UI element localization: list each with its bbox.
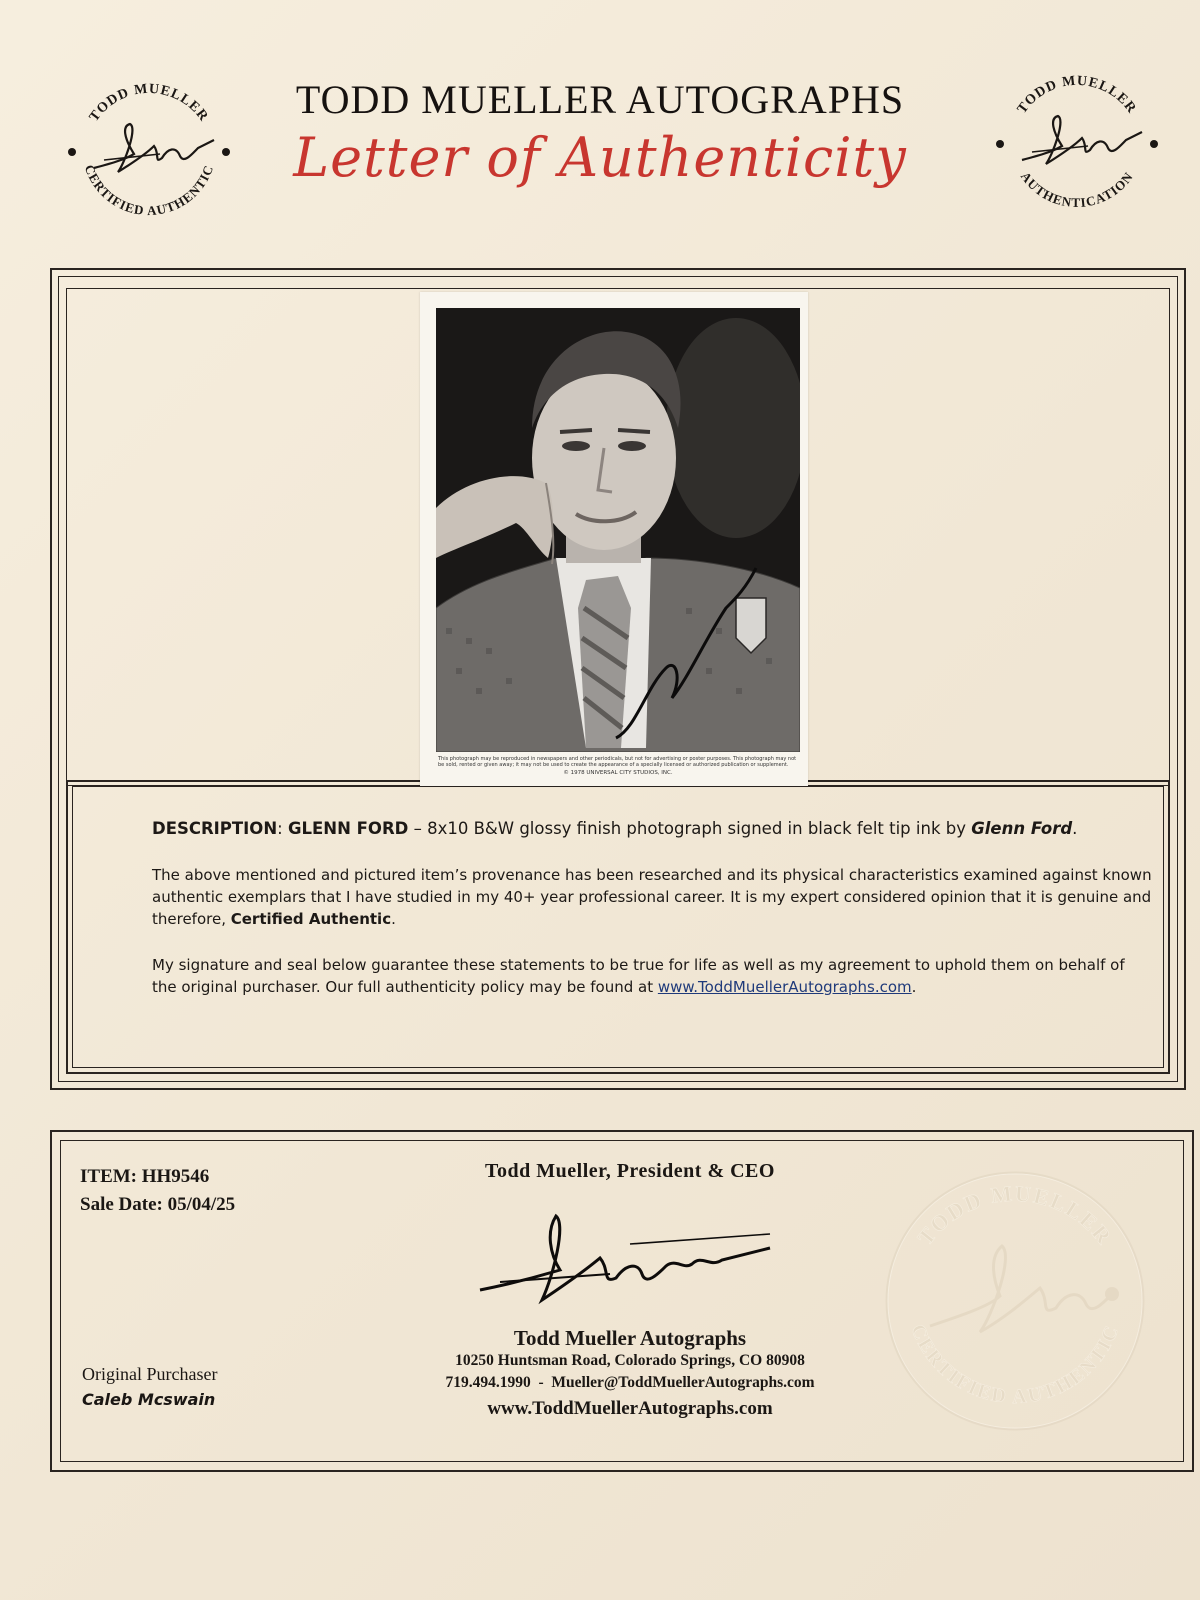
emboss-top-text: TODD MUELLER: [912, 1180, 1118, 1250]
item-id-label: ITEM:: [80, 1166, 142, 1187]
svg-text:AUTHENTICATION: [1018, 169, 1136, 210]
description-text: – 8x10 B&W glossy finish photograph signed in black felt tip ink by: [408, 819, 972, 838]
embossed-seal: [880, 1166, 1150, 1436]
signed-photograph: [436, 308, 800, 752]
item-id-value: HH9546: [141, 1166, 210, 1187]
seal-right-bottom-text: AUTHENTICATION: [1017, 168, 1137, 211]
svg-text:CERTIFIED AUTHENTIC: [82, 163, 217, 219]
guarantee-paragraph: My signature and seal below guarantee these statements to be true for life as well as my agreement to uphold them on behalf of the original purchaser. Our full authenticity policy may be found at www.ToddMuellerAutographs.com.: [152, 956, 1125, 996]
svg-text:TODD MUELLER: [87, 82, 211, 125]
original-purchaser-label: Original Purchaser: [82, 1364, 218, 1384]
company-address: 10250 Huntsman Road, Colorado Springs, CO 80908: [455, 1352, 805, 1369]
authentication-seal-right: [992, 60, 1162, 230]
provenance-text: The above mentioned and pictured item’s provenance has been researched and its physical characteristics examined against known authentic exemplars that I have studied in my 40+ year professional career. It is my expert considered opinion that it is genuine and therefore,: [152, 866, 1152, 928]
company-phone: 719.494.1990: [445, 1374, 531, 1391]
company-email[interactable]: Mueller@ToddMuellerAutographs.com: [551, 1374, 815, 1391]
svg-text:CERTIFIED AUTHENTIC: [906, 1321, 1123, 1408]
company-name: Todd Mueller Autographs: [513, 1326, 747, 1350]
contact-separator: -: [530, 1374, 552, 1391]
company-website[interactable]: www.ToddMuellerAutographs.com: [487, 1398, 773, 1419]
item-id-line: [80, 1166, 209, 1188]
ceo-signature-image: [470, 1204, 790, 1314]
item-description: DESCRIPTION: GLENN FORD – 8x10 B&W glossy finish photograph signed in black felt tip ink by Glenn Ford.: [152, 819, 1078, 838]
sale-date-label: Sale Date:: [80, 1194, 168, 1215]
certified-authentic-text: Certified Authentic: [230, 910, 392, 928]
seal-left-top-text: TODD MUELLER: [86, 81, 212, 125]
seal-left-bottom-text: CERTIFIED AUTHENTIC: [81, 162, 217, 219]
sale-date-line: [80, 1194, 235, 1216]
signatory-title: Todd Mueller, President & CEO: [485, 1160, 775, 1182]
letter-of-authenticity-title: Letter of Authenticity: [293, 126, 907, 189]
svg-text:TODD MUELLER: [1015, 74, 1139, 117]
provenance-paragraph: The above mentioned and pictured item’s provenance has been researched and its physical characteristics examined against known authentic exemplars that I have studied in my 40+ year professional career. It is my expert considered opinion that it is genuine and therefore, Certified Authentic.: [152, 866, 1152, 928]
original-purchaser-name: Caleb Mcswain: [82, 1390, 216, 1409]
description-subject: GLENN FORD: [287, 819, 409, 838]
description-label: DESCRIPTION: [152, 819, 278, 838]
photo-caption: This photograph may be reproduced in newspapers and other periodicals, but not for advertising or poster purposes. This photograph may not be sold, rented or given away; it may not be used to create the appearance of a specially licensed or authorized publication or supplement.: [438, 756, 797, 768]
sale-date-value: 05/04/25: [167, 1194, 236, 1215]
brand-title: TODD MUELLER AUTOGRAPHS: [295, 77, 905, 122]
seal-right-top-text: TODD MUELLER: [1014, 73, 1140, 117]
svg-text:TODD MUELLER: [912, 1181, 1117, 1250]
certified-authentic-seal-left: [64, 68, 234, 238]
policy-link[interactable]: www.ToddMuellerAutographs.com: [657, 978, 912, 996]
photo-copyright: © 1978 UNIVERSAL CITY STUDIOS, INC.: [563, 770, 673, 776]
company-contact: [390, 1374, 870, 1392]
emboss-bottom-text: CERTIFIED AUTHENTIC: [906, 1321, 1124, 1409]
description-signer: Glenn Ford: [971, 819, 1073, 838]
guarantee-text: My signature and seal below guarantee these statements to be true for life as well as my agreement to uphold them on behalf of the original purchaser. Our full authenticity policy may be found at: [152, 956, 1125, 996]
